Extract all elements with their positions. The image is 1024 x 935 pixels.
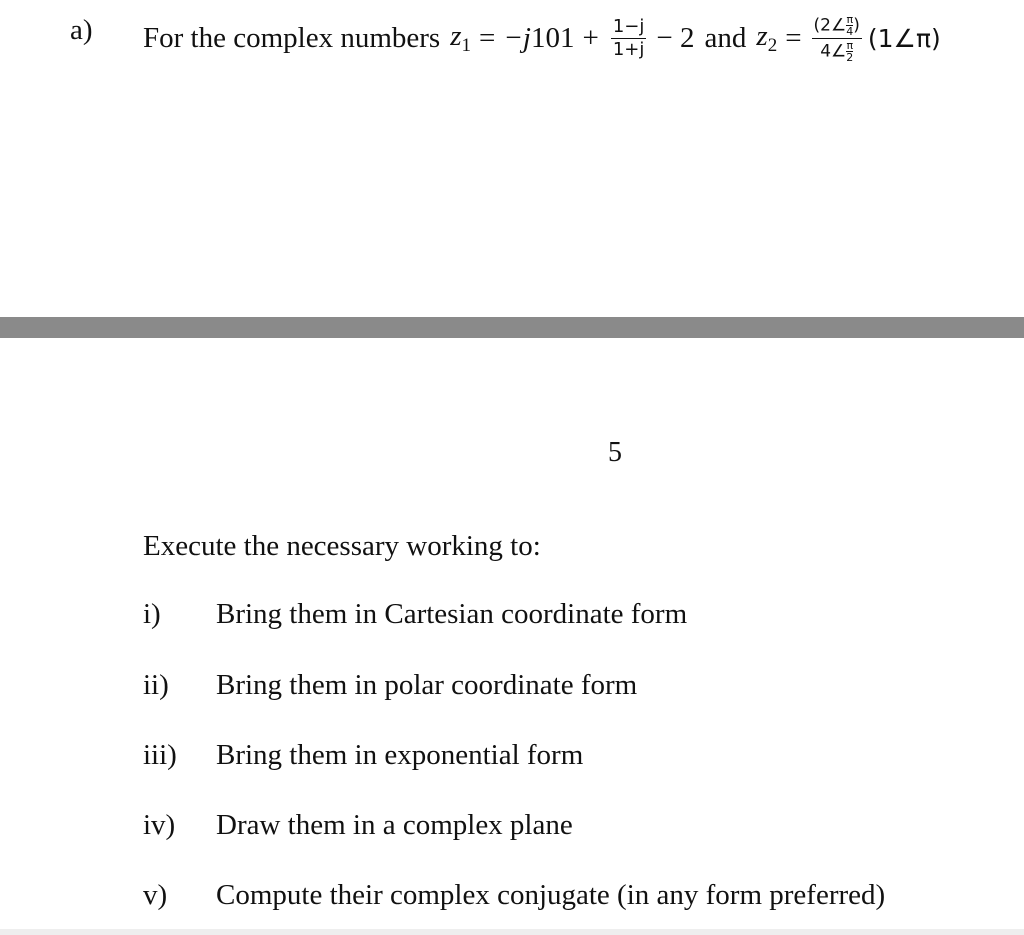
z2-equals: =	[785, 22, 802, 54]
question-line	[143, 14, 941, 63]
z2-variable	[756, 20, 777, 57]
item-number-5: v)	[143, 879, 168, 911]
z2-fraction	[812, 14, 862, 63]
z2-den-angle-bottom: 2	[846, 51, 854, 64]
z1-fraction-denominator: 1+j	[612, 39, 645, 60]
z2-denominator	[818, 40, 855, 63]
z2-den-text: 4∠	[820, 41, 847, 62]
z2-den-angle	[846, 40, 853, 63]
page-number: 5	[608, 437, 622, 468]
z1-exponent: 101	[531, 22, 575, 54]
z1-minus-term: − 2	[656, 22, 695, 54]
z1-neg-j: −j	[503, 22, 531, 54]
z1-variable	[450, 20, 471, 57]
item-text-5: Compute their complex conjugate (in any form preferred)	[216, 879, 886, 911]
z2-var: z	[756, 20, 768, 52]
question-label: a)	[70, 14, 93, 46]
item-text-4: Draw them in a complex plane	[216, 809, 573, 841]
z1-sub: 1	[461, 35, 471, 56]
page-divider	[0, 317, 1024, 338]
item-number-1: i)	[143, 598, 161, 630]
z2-tail: (1∠π)	[867, 24, 941, 53]
item-text-3: Bring them in exponential form	[216, 739, 584, 771]
item-number-3: iii)	[143, 739, 177, 771]
z2-num-close: )	[853, 15, 860, 36]
item-text-2: Bring them in polar coordinate form	[216, 669, 638, 701]
bottom-edge	[0, 929, 1024, 935]
z2-sub: 2	[767, 35, 778, 56]
z1-fraction-numerator: 1−j	[612, 16, 645, 37]
item-number-2: ii)	[143, 669, 169, 701]
item-number-4: iv)	[143, 809, 176, 841]
z1-plus: +	[582, 22, 599, 54]
z1-fraction	[611, 17, 647, 60]
z2-num-angle-top: π	[846, 13, 854, 26]
z2-num-text: (2∠	[813, 15, 847, 36]
z2-numerator	[812, 14, 862, 37]
z2-num-angle-bottom: 4	[846, 25, 854, 38]
z1-var: z	[450, 20, 462, 52]
question-intro: For the complex numbers	[143, 22, 441, 54]
item-text-1: Bring them in Cartesian coordinate form	[216, 598, 688, 630]
z1-equals: =	[479, 22, 496, 54]
conjunction-and: and	[704, 22, 747, 54]
instruction-text: Execute the necessary working to:	[143, 530, 541, 562]
z2-den-angle-top: π	[846, 39, 854, 52]
